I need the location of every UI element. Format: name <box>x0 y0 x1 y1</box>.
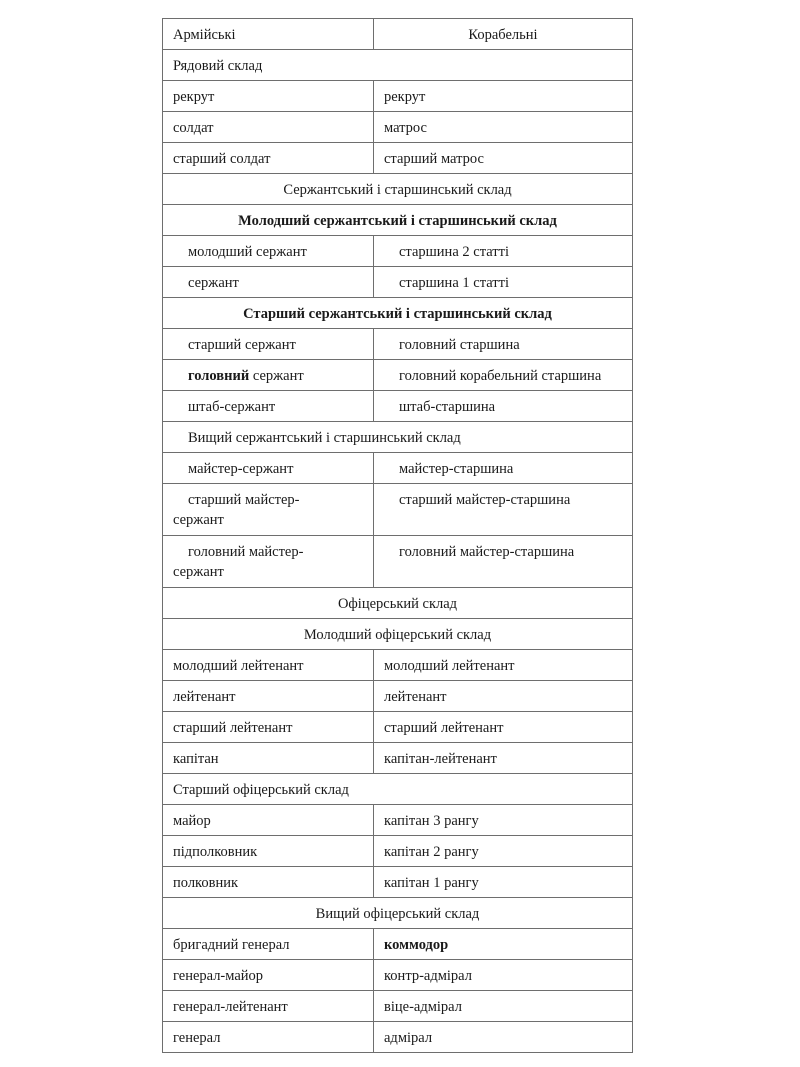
header-army: Армійські <box>163 19 374 50</box>
army-rank-line2: сержант <box>173 512 224 528</box>
table-row <box>163 81 633 112</box>
army-rank <box>163 453 374 484</box>
section-row <box>163 205 633 236</box>
table-row <box>163 712 633 743</box>
navy-rank: лейтенант <box>374 681 633 712</box>
table-row <box>163 681 633 712</box>
header-navy: Корабельні <box>374 19 633 50</box>
army-rank: лейтенант <box>163 681 374 712</box>
section-senior-nco: Старший сержантський і старшинський склад <box>163 298 633 329</box>
table-row <box>163 453 633 484</box>
army-rank-text <box>173 368 304 384</box>
navy-rank <box>374 391 633 422</box>
army-rank <box>163 329 374 360</box>
table-row <box>163 743 633 774</box>
navy-rank <box>374 453 633 484</box>
ranks-table <box>162 18 633 1053</box>
table-row <box>163 143 633 174</box>
army-rank-text: майстер-сержант <box>188 461 294 477</box>
table-row <box>163 960 633 991</box>
army-rank: полковник <box>163 867 374 898</box>
section-junior-nco: Молодший сержантський і старшинський склад <box>163 205 633 236</box>
army-rank: підполковник <box>163 836 374 867</box>
section-enlisted: Рядовий склад <box>163 50 633 81</box>
table-row <box>163 329 633 360</box>
section-junior-officers: Молодший офіцерський склад <box>163 619 633 650</box>
navy-rank <box>374 360 633 391</box>
table-row <box>163 929 633 960</box>
table-row <box>163 991 633 1022</box>
table-row <box>163 867 633 898</box>
army-rank: генерал-майор <box>163 960 374 991</box>
navy-rank: капітан 2 рангу <box>374 836 633 867</box>
army-rank <box>163 536 374 588</box>
table-row <box>163 112 633 143</box>
army-rank: молодший лейтенант <box>163 650 374 681</box>
army-rank <box>163 484 374 536</box>
navy-rank-text: головний майстер-старшина <box>399 544 575 560</box>
navy-rank: старший лейтенант <box>374 712 633 743</box>
army-rank-text: сержант <box>188 275 239 291</box>
navy-rank <box>374 536 633 588</box>
table-row <box>163 650 633 681</box>
army-rank: генерал-лейтенант <box>163 991 374 1022</box>
army-rank: солдат <box>163 112 374 143</box>
navy-rank: матрос <box>374 112 633 143</box>
army-rank-line1: старший майстер- <box>188 492 300 508</box>
army-rank-bold: головний <box>188 368 250 384</box>
section-row <box>163 174 633 205</box>
navy-rank-text: майстер-старшина <box>399 461 514 477</box>
army-rank-line1: головний майстер- <box>188 544 304 560</box>
section-row <box>163 588 633 619</box>
table-row <box>163 267 633 298</box>
section-nco: Сержантський і старшинський склад <box>163 174 633 205</box>
army-rank-text: штаб-сержант <box>188 399 276 415</box>
section-row <box>163 50 633 81</box>
table-row <box>163 805 633 836</box>
navy-rank: капітан-лейтенант <box>374 743 633 774</box>
section-higher-officers: Вищий офіцерський склад <box>163 898 633 929</box>
navy-rank <box>374 267 633 298</box>
army-rank <box>163 360 374 391</box>
table-row <box>163 1022 633 1053</box>
army-rank: генерал <box>163 1022 374 1053</box>
navy-rank: молодший лейтенант <box>374 650 633 681</box>
army-rank-text: старший сержант <box>188 337 296 353</box>
navy-rank <box>374 236 633 267</box>
section-row <box>163 774 633 805</box>
table-header-row <box>163 19 633 50</box>
table-row <box>163 360 633 391</box>
navy-rank: старший матрос <box>374 143 633 174</box>
navy-rank-text: головний корабельний старшина <box>399 368 602 384</box>
army-rank-rest: сержант <box>249 368 304 384</box>
army-rank: старший лейтенант <box>163 712 374 743</box>
table-row <box>163 836 633 867</box>
table-row <box>163 536 633 588</box>
army-rank: бригадний генерал <box>163 929 374 960</box>
army-rank <box>163 236 374 267</box>
navy-rank-text: головний старшина <box>399 337 520 353</box>
section-row <box>163 298 633 329</box>
army-rank-text: молодший сержант <box>188 244 307 260</box>
navy-rank: віце-адмірал <box>374 991 633 1022</box>
navy-rank-text: старшина 2 статті <box>399 244 509 260</box>
navy-rank-text: старшина 1 статті <box>399 275 509 291</box>
army-rank: капітан <box>163 743 374 774</box>
navy-rank-text: штаб-старшина <box>399 399 496 415</box>
section-officers: Офіцерський склад <box>163 588 633 619</box>
section-row <box>163 898 633 929</box>
table-row <box>163 391 633 422</box>
section-row <box>163 619 633 650</box>
section-higher-nco <box>163 422 633 453</box>
army-rank <box>163 267 374 298</box>
table-row <box>163 236 633 267</box>
navy-rank <box>374 484 633 536</box>
army-rank-line2: сержант <box>173 564 224 580</box>
navy-rank <box>374 329 633 360</box>
navy-rank: коммодор <box>374 929 633 960</box>
army-rank: рекрут <box>163 81 374 112</box>
section-row <box>163 422 633 453</box>
navy-rank: капітан 3 рангу <box>374 805 633 836</box>
army-rank: старший солдат <box>163 143 374 174</box>
navy-rank: капітан 1 рангу <box>374 867 633 898</box>
army-rank: майор <box>163 805 374 836</box>
section-senior-officers: Старший офіцерський склад <box>163 774 633 805</box>
navy-rank: контр-адмірал <box>374 960 633 991</box>
navy-rank: адмірал <box>374 1022 633 1053</box>
section-higher-nco-text: Вищий сержантський і старшинський склад <box>188 430 461 446</box>
navy-rank: рекрут <box>374 81 633 112</box>
army-rank <box>163 391 374 422</box>
navy-rank-text: старший майстер-старшина <box>399 492 571 508</box>
table-row <box>163 484 633 536</box>
